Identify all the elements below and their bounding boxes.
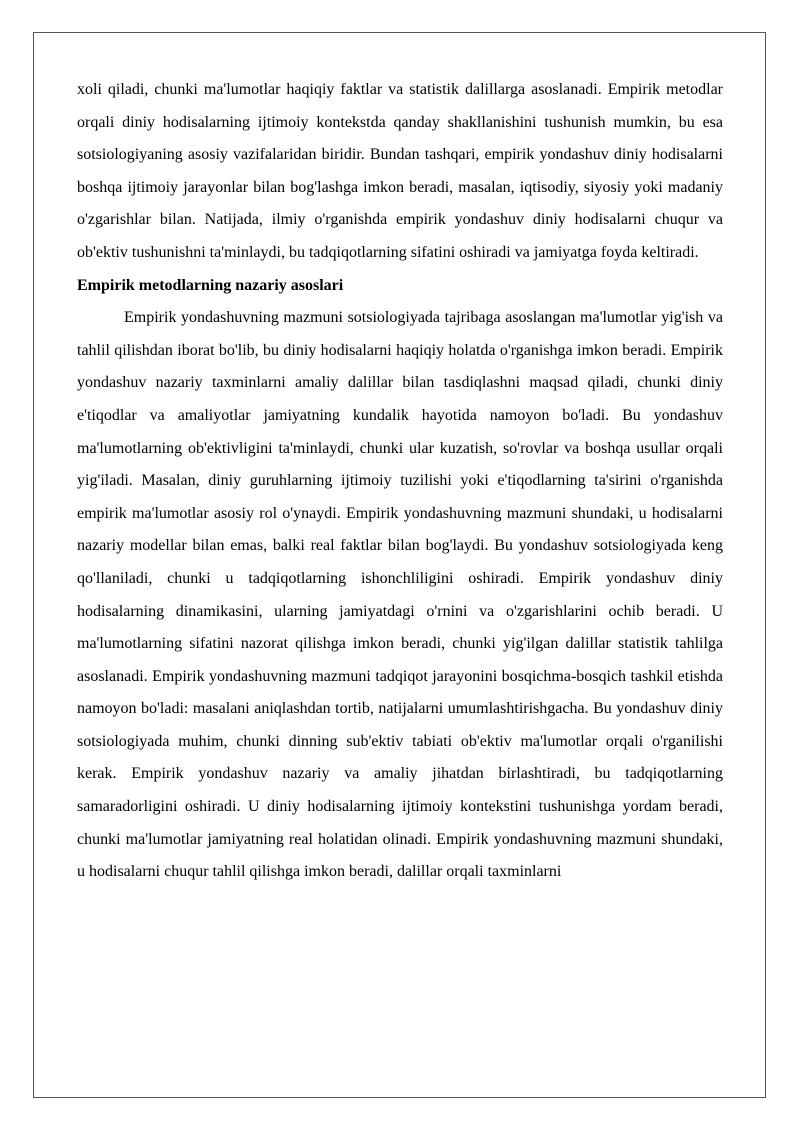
paragraph-2: Empirik yondashuvning mazmuni sotsiologiyada tajribaga asoslangan ma'lumotlar yig'ish va tahlil qilishdan iborat bo'lib, bu diniy hodisalarni haqiqiy holatda o'rganishga imkon beradi. Empirik yondashuv nazariy taxminlarni amaliy dalillar bilan tasdiqlashni maqsad qiladi, chunki diniy e'tiqodlar va amaliyotlar jamiyatning kundalik hayotida namoyon bo'ladi. Bu yondashuv ma'lumotlarning ob'ektivligini ta'minlaydi, chunki ular kuzatish, so'rovlar va boshqa usullar orqali yig'iladi. Masalan, diniy guruhlarning ijtimoiy tuzilishi yoki e'tiqodlarning ta'sirini o'rganishda empirik ma'lumotlar asosiy rol o'ynaydi. Empirik yondashuvning mazmuni shundaki, u hodisalarni nazariy modellar bilan emas, balki real faktlar bilan bog'laydi. Bu yondashuv sotsiologiyada keng qo'llaniladi, chunki u tadqiqotlarning ishonchliligini oshiradi. Empirik yondashuv diniy hodisalarning dinamikasini, ularning jamiyatdagi o'rnini va o'zgarishlarini ochib beradi. U ma'lumotlarning sifatini nazorat qilishga imkon beradi, chunki yig'ilgan dalillar statistik tahlilga asoslanadi. Empirik yondashuvning mazmuni tadqiqot jarayonini bosqichma-bosqich tashkil etishda namoyon bo'ladi: masalani aniqlashdan tortib, natijalarni umumlashtirishgacha. Bu yondashuv diniy sotsiologiyada muhim, chunki dinning sub'ektiv tabiati ob'ektiv ma'lumotlar orqali o'rganilishi kerak. Empirik yondashuv nazariy va amaliy jihatdan birlashtiradi, bu tadqiqotlarning samaradorligini oshiradi. U diniy hodisalarning ijtimoiy kontekstini tushunishga yordam beradi, chunki ma'lumotlar jamiyatning real holatidan olinadi. Empirik yondashuvning mazmuni shundaki, u hodisalarni chuqur tahlil qilishga imkon beradi, dalillar orqali taxminlarni	[77, 309, 723, 881]
document-body	[77, 74, 723, 889]
section-heading: Empirik metodlarning nazariy asoslari	[77, 276, 344, 294]
paragraph-1: xoli qiladi, chunki ma'lumotlar haqiqiy faktlar va statistik dalillarga asoslanadi. Empirik metodlar orqali diniy hodisalarning ijtimoiy kontekstda qanday shakllanishini tushunish mumkin, bu esa sotsiologiyaning asosiy vazifalaridan biridir. Bundan tashqari, empirik yondashuv diniy hodisalarni boshqa ijtimoiy jarayonlar bilan bog'lashga imkon beradi, masalan, iqtisodiy, siyosiy yoki madaniy o'zgarishlar bilan. Natijada, ilmiy o'rganishda empirik yondashuv diniy hodisalarni chuqur va ob'ektiv tushunishni ta'minlaydi, bu tadqiqotlarning sifatini oshiradi va jamiyatga foyda keltiradi.	[77, 81, 723, 261]
